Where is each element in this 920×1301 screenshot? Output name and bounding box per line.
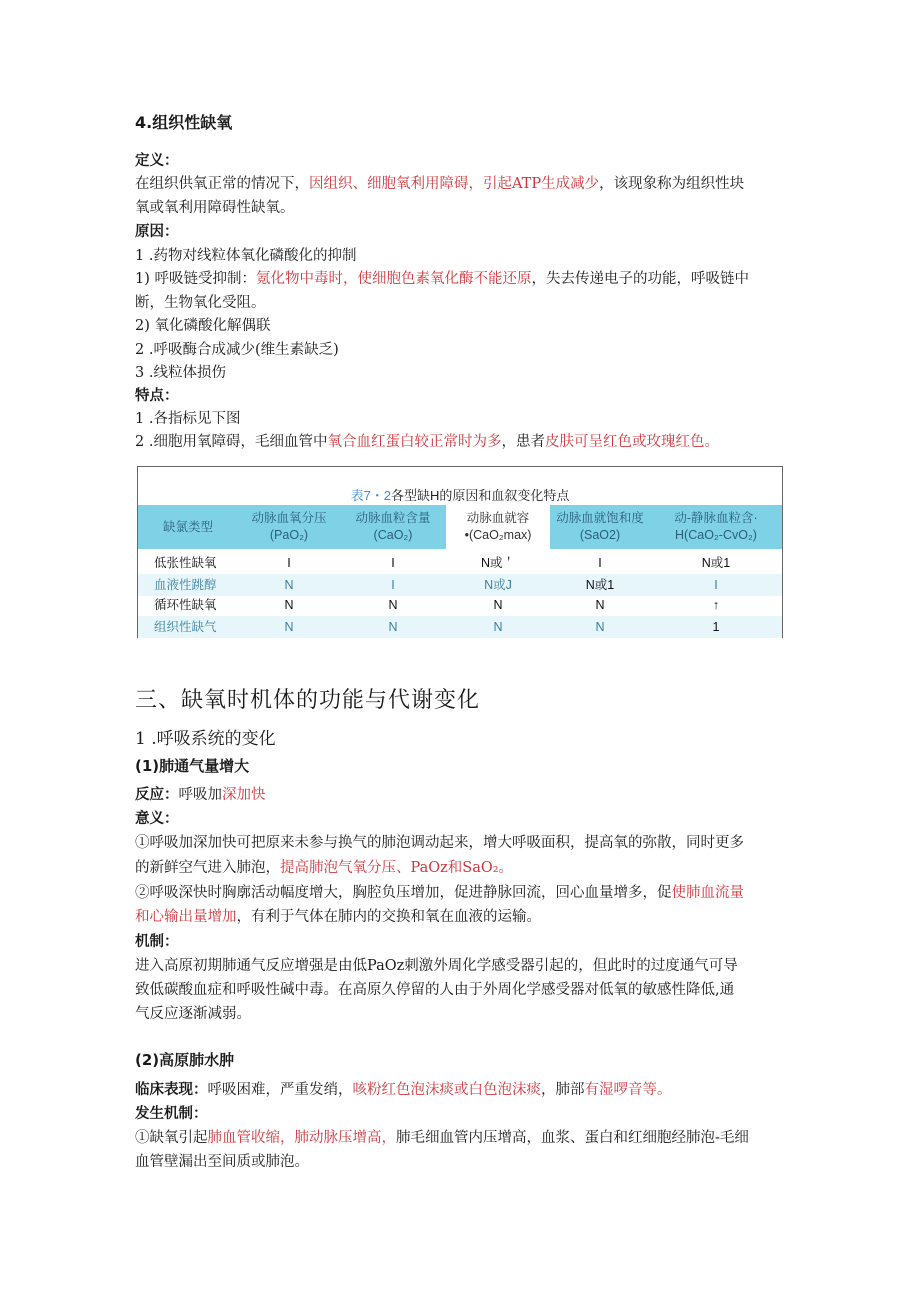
header-text: 动脉血就容 [466, 511, 530, 525]
table-cell: I [598, 556, 602, 570]
meaning-2-line-2 [135, 906, 541, 928]
table-cell: N [493, 620, 503, 634]
table-cell: N [284, 620, 294, 634]
hypoxia-types-table [137, 466, 783, 638]
table-cell: N或1 [585, 578, 615, 592]
table-cell: 组织性缺气 [154, 620, 217, 634]
highlight-text: 因组织、细胞氧利用障碍，引起ATP生成减少 [309, 176, 600, 192]
mechanism-line-2: 致低碳酸血症和呼吸性碱中毒。在高原久停留的人由于外周化学感受器对低氧的敏感性降低,通 [135, 982, 735, 998]
table-cell: N [493, 598, 503, 612]
table-cell: 1 [712, 620, 720, 634]
cause-1a-line-1 [135, 268, 749, 290]
subsection-heading: 1 .呼吸系统的变化 [135, 729, 276, 749]
table-row [138, 552, 782, 574]
header-text: H(CaO₂-CvO₂) [675, 528, 757, 542]
text: ，患者 [501, 434, 545, 450]
highlight-text: 肺血管收缩，肺动脉压增高， [207, 1130, 396, 1146]
highlight-text: 氧合血红蛋白较正常时为多 [327, 434, 502, 450]
table-row [138, 574, 782, 596]
header-text: (CaO₂) [373, 528, 413, 542]
header-cell [446, 505, 550, 549]
table-cell: 低张性缺氧 [154, 556, 217, 570]
definition-line-1 [135, 173, 744, 195]
cause-1a-line-2: 断，生物氧化受阻。 [135, 295, 266, 311]
highlight-text: 氪化物中毒时，使细胞色素氧化酶不能还原 [256, 271, 532, 287]
table-title [138, 485, 782, 504]
highlight-text: 深加快 [222, 787, 266, 803]
table-cell: ↑ [712, 598, 720, 612]
mechanism-label: 机制： [135, 934, 179, 950]
header-text: 动脉血粒含量 [355, 511, 431, 525]
cause-1: 1 .药物对线粒体氧化磷酸化的抑制 [135, 248, 357, 264]
table-cell: N [595, 598, 605, 612]
reaction-line [135, 784, 266, 806]
header-text: (PaO₂) [269, 528, 309, 542]
table-cell: N [595, 620, 605, 634]
cause-2: 2 .呼吸酶合成减少(维生素缺乏) [135, 342, 339, 358]
header-text: •(CaO₂max) [464, 528, 532, 542]
mechanism-line-3: 气反应逐渐减弱。 [135, 1006, 251, 1022]
text: ，该现象称为组织性块 [599, 176, 745, 192]
cause-3: 3 .线粒体损伤 [135, 365, 226, 381]
occurrence-label: 发生机制： [135, 1106, 208, 1122]
meaning-label: 意义： [135, 811, 179, 827]
text: ，失去传递电子的功能，呼吸链中 [531, 271, 749, 287]
definition-label: 定义： [135, 153, 179, 169]
table-cell: 血液性跳醇 [154, 578, 217, 592]
header-text: 缺氯类型 [162, 519, 213, 534]
heading-tissue-hypoxia: 4.组织性缺氧 [135, 113, 233, 132]
text: 呼吸加 [178, 787, 222, 803]
highlight-text: 和心输出量增加 [135, 909, 237, 925]
header-text: 动脉血就饱和度 [556, 511, 644, 525]
definition-line-2: 氧或氧利用障碍性缺氧。 [135, 200, 295, 216]
table-cell: I [714, 578, 718, 592]
header-cell [550, 505, 650, 549]
text: 在组织供氧正常的情况下， [135, 176, 309, 192]
feature-label: 特点： [135, 388, 179, 404]
text: 呼吸困难，严重发绡， [207, 1082, 353, 1098]
table-cell: N [284, 578, 294, 592]
meaning-2-line-1 [135, 882, 744, 904]
subsubsection-heading: (1)肺通气量增大 [135, 757, 250, 775]
table-cell: I [287, 556, 291, 570]
highlight-text: 提高肺泡气氧分压、PaOz和SaO₂。 [280, 860, 514, 876]
table-cell: N [284, 598, 294, 612]
table-cell: N [388, 620, 398, 634]
table-cell: N或1 [701, 556, 731, 570]
header-cell [340, 505, 446, 549]
table-cell: N或J [484, 578, 512, 592]
mechanism-line-1: 进入高原初期肺通气反应增强是由低PaOz刺激外周化学感受器引起的，但此时的过度通气可导 [135, 958, 738, 974]
meaning-1-line-2 [135, 857, 513, 879]
text: 肺毛细血管内压增高，血浆、蛋白和红细胞经肺泡-毛细 [396, 1130, 749, 1146]
text: ②呼吸深快时胸廓活动幅度增大，胸腔负压增加，促进静脉回流，回心血量增多，促 [135, 885, 672, 901]
table-cell: N或＇ [480, 556, 516, 570]
highlight-text: 皮肤可呈红色或玫瑰红色。 [544, 434, 719, 450]
cause-1b: 2) 氧化磷酸化解偶联 [135, 318, 271, 334]
table-cell: I [391, 556, 395, 570]
table-cell: 循环性缺氧 [154, 598, 217, 612]
table-row [138, 616, 782, 638]
header-cell [650, 505, 782, 549]
text: ①缺氧引起 [135, 1130, 208, 1146]
header-text: 动-静脉血粒含· [674, 511, 758, 525]
meaning-1-line-1: ①呼吸加深加快可把原来未参与换气的肺泡调动起来，增大呼吸面积，提高氧的弥散，同时更多 [135, 835, 744, 851]
highlight-text: 咳粉红色泡沫痰或白色泡沫痰 [352, 1082, 541, 1098]
clinical-line [135, 1079, 672, 1101]
text: ，肺部 [541, 1082, 585, 1098]
table-header-row [138, 505, 782, 549]
text: 的新鲜空气进入肺泡， [135, 860, 280, 876]
header-cell [138, 505, 238, 549]
occurrence-line-2: 血管壁漏出至间质或肺泡。 [135, 1154, 309, 1170]
text: ，有利于气体在肺内的交换和氧在血液的运输。 [236, 909, 541, 925]
table-number: 表7・2 [350, 488, 392, 503]
table-cell: N [388, 598, 398, 612]
highlight-text: 有湿啰音等。 [584, 1082, 672, 1098]
feature-2 [135, 431, 719, 453]
occurrence-line-1 [135, 1127, 749, 1149]
subsubsection-heading: (2)高原肺水肿 [135, 1051, 235, 1069]
cause-label: 原因： [135, 224, 179, 240]
text: 2 .细胞用氧障碍，毛细血管中 [135, 434, 328, 450]
feature-1: 1 .各指标见下图 [135, 411, 241, 427]
text: 1) 呼吸链受抑制： [135, 271, 256, 287]
section-heading: 三、缺氧时机体的功能与代谢变化 [135, 688, 481, 713]
header-cell [238, 505, 340, 549]
highlight-text: 使肺血流量 [671, 885, 744, 901]
header-text: (SaO2) [579, 528, 621, 542]
label: 反应： [135, 787, 179, 803]
table-caption: 各型缺H的原因和血叙变化特点 [391, 488, 570, 503]
table-row [138, 594, 782, 616]
table-cell: I [391, 578, 395, 592]
header-text: 动脉血氧分压 [251, 511, 327, 525]
label: 临床表现： [135, 1082, 208, 1098]
